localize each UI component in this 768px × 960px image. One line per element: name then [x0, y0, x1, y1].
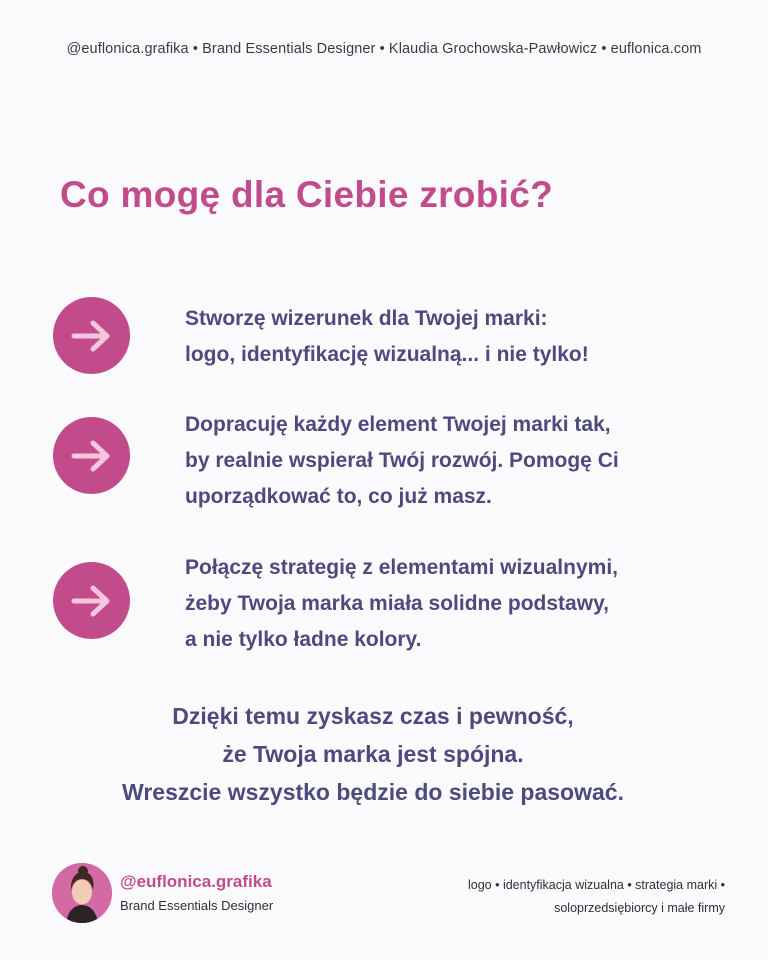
closing-statement: Dzięki temu zyskasz czas i pewność, że Twoja marka jest spójna. Wreszcie wszystko będzie do siebie pasować.: [122, 703, 624, 805]
arrow-right-icon: [53, 562, 130, 639]
list-item-text: Połączę strategię z elementami wizualnymi, żeby Twoja marka miała solidne podstawy, a nie tylko ładne kolory.: [185, 556, 618, 651]
footer-services: logo • identyfikacja wizualna • strategia marki • soloprzedsiębiorcy i małe firmy: [468, 878, 725, 915]
arrow-right-icon: [53, 417, 130, 494]
arrow-right-icon: [53, 297, 130, 374]
header-credit-line: @euflonica.grafika • Brand Essentials Designer • Klaudia Grochowska-Pawłowicz • euflonica.com: [66, 41, 702, 57]
footer-role: Brand Essentials Designer: [120, 898, 274, 913]
footer-handle: @euflonica.grafika: [120, 872, 272, 891]
list-item-text: Stworzę wizerunek dla Twojej marki: logo, identyfikację wizualną... i nie tylko!: [185, 307, 589, 366]
page-title: Co mogę dla Ciebie zrobić?: [60, 174, 553, 215]
avatar: [52, 863, 112, 923]
list-item-text: Dopracuję każdy element Twojej marki tak, by realnie wspierał Twój rozwój. Pomogę Ci uporządkować to, co już masz.: [185, 413, 619, 508]
